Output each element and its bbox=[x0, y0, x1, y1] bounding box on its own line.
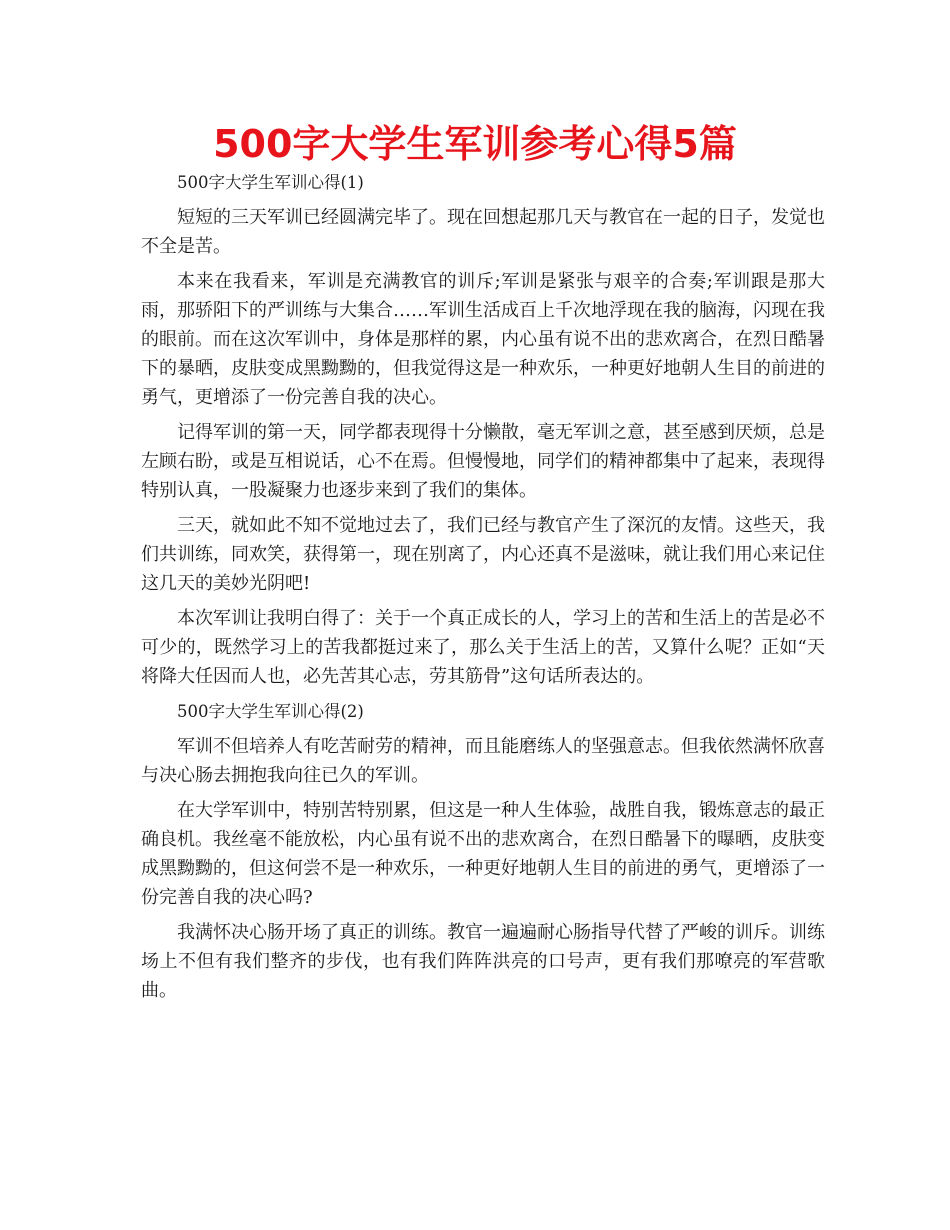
document-title: 500字大学生军训参考心得5篇 bbox=[213, 122, 737, 166]
paragraph: 记得军训的第一天，同学都表现得十分懒散，毫无军训之意，甚至感到厌烦，总是左顾右盼，或是互相说话，心不在焉。但慢慢地，同学们的精神都集中了起来，表现得特别认真，一股凝聚力也逐步来到了我们的集体。 bbox=[141, 422, 825, 501]
paragraph: 本次军训让我明白得了：关于一个真正成长的人，学习上的苦和生活上的苦是必不可少的，既然学习上的苦我都挺过来了，那么关于生活上的苦，又算什么呢？正如“天将降大任因而人也，必先苦其心志，劳其筋骨”这句话所表达的。 bbox=[141, 608, 825, 687]
paragraph: 本来在我看来，军训是充满教官的训斥;军训是紧张与艰辛的合奏;军训跟是那大雨，那骄阳下的严训练与大集合……军训生活成百上千次地浮现在我的脑海，闪现在我的眼前。而在这次军训中，身体是那样的累，内心虽有说不出的悲欢离合，在烈日酷暑下的暴晒，皮肤变成黑黝黝的，但我觉得这是一种欢乐，一种更好地朝人生目的前进的勇气，更增添了一份完善自我的决心。 bbox=[141, 271, 825, 408]
paragraph: 三天，就如此不知不觉地过去了，我们已经与教官产生了深沉的友情。这些天，我们共训练，同欢笑，获得第一，现在别离了，内心还真不是滋味，就让我们用心来记住这几天的美妙光阴吧! bbox=[141, 515, 825, 594]
document-body bbox=[141, 168, 825, 1011]
paragraph: 短短的三天军训已经圆满完毕了。现在回想起那几天与教官在一起的日子，发觉也不全是苦。 bbox=[141, 207, 825, 257]
paragraph: 在大学军训中，特别苦特别累，但这是一种人生体验，战胜自我，锻炼意志的最正确良机。我丝毫不能放松，内心虽有说不出的悲欢离合，在烈日酷暑下的曝晒，皮肤变成黑黝黝的，但这何尝不是一种欢乐，一种更好地朝人生目的前进的勇气，更增添了一份完善自我的决心吗? bbox=[141, 800, 825, 908]
section-heading: 500字大学生军训心得(2) bbox=[177, 702, 364, 721]
paragraph: 我满怀决心肠开场了真正的训练。教官一遍遍耐心肠指导代替了严峻的训斥。训练场上不但有我们整齐的步伐，也有我们阵阵洪亮的口号声，更有我们那嘹亮的军营歌曲。 bbox=[141, 922, 825, 1001]
section-heading: 500字大学生军训心得(1) bbox=[177, 173, 364, 192]
paragraph: 军训不但培养人有吃苦耐劳的精神，而且能磨练人的坚强意志。但我依然满怀欣喜与决心肠去拥抱我向往已久的军训。 bbox=[141, 736, 825, 786]
